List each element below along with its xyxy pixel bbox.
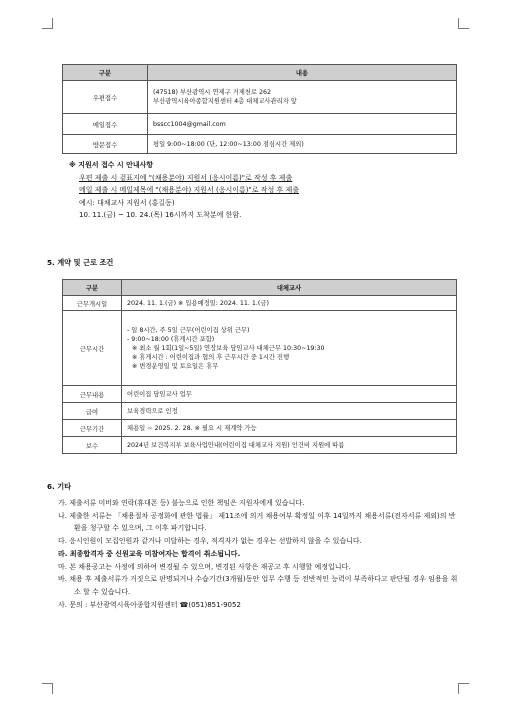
row-label: 우편접수 — [63, 81, 148, 114]
table-row — [63, 114, 457, 135]
list-item: 라. 최종합격자 중 신원교육 미참여자는 합격이 취소됩니다. — [58, 549, 241, 558]
row-value: 2024년 보건복지부 보육사업안내(어린이집 대체교사 지원) 인건비 지원에 따름 — [122, 437, 457, 454]
row-value: 채용일 ~ 2025. 2. 28. ※ 필요 시 재계약 가능 — [122, 420, 457, 437]
list-item: 바. 채용 후 제출서류가 거짓으로 판명되거나 수습기간(3개월)동안 업무 수행 등 전반적인 능력이 부족하다고 판단될 경우 임용을 취소 할 수 있습니다. — [58, 575, 458, 596]
table-row — [63, 135, 457, 154]
crop-mark-top-left — [42, 18, 53, 29]
table-header: 대체교사 — [122, 280, 457, 296]
table-header: 구분 — [63, 65, 148, 81]
table-row — [63, 296, 457, 311]
working-hours-line: ※ 변경운영일 및 토요일은 휴무 — [132, 362, 219, 370]
submission-table — [62, 64, 457, 154]
section-title: 6. 기타 — [47, 482, 72, 491]
row-label: 근무시간 — [63, 311, 122, 386]
row-label: 근무기간 — [63, 420, 122, 437]
row-value — [148, 81, 457, 114]
notice-line: 예시: 대체교사 지원서 (홍길동) — [79, 198, 175, 207]
misc-notes — [58, 497, 458, 611]
working-hours-line: ※ 최소 월 1회(1일~5일) 연장보육 담임교사 대체근무 10:30~19:30 — [132, 344, 325, 352]
row-label: 급여 — [63, 403, 122, 420]
crop-mark-bottom-left — [42, 683, 53, 694]
row-label: 근무내용 — [63, 386, 122, 403]
row-label: 보수 — [63, 437, 122, 454]
table-row — [63, 81, 457, 114]
row-label: 근무개시일 — [63, 296, 122, 311]
section-title: 5. 계약 및 근로 조건 — [47, 258, 114, 267]
address-line: (47518) 부산광역시 연제구 거제천로 262 — [153, 89, 271, 96]
address-line: 부산광역시육아종합지원센터 4층 대체교사관리자 앞 — [153, 98, 297, 105]
table-row — [63, 420, 457, 437]
email-address: bsscc1004@gmail.com — [148, 114, 457, 135]
crop-mark-bottom-right — [458, 683, 469, 694]
contract-conditions-table — [62, 279, 457, 454]
contact-info: 사. 문의 : 부산광역시육아종합지원센터 ☎(051)851-9052 — [58, 600, 241, 609]
list-item: 가. 제출서류 미비와 연락(휴대폰 등) 불능으로 인한 책임은 지원자에게 있습니다. — [58, 499, 305, 507]
working-hours-line: - 9:00~18:00 (휴게시간 포함) — [127, 335, 215, 343]
list-item: 마. 본 채용공고는 사정에 의하여 변경될 수 있으며, 변경된 사항은 재공고 후 시행할 예정입니다. — [58, 562, 351, 571]
row-value: 어린이집 담임교사 업무 — [122, 386, 457, 403]
table-header: 구분 — [63, 280, 122, 296]
row-label: 메일접수 — [63, 114, 148, 135]
notice-line: 우편 제출 시 겉표지에 "(채용분야) 지원서 (응시이름)"로 작성 후 제출 — [79, 173, 293, 182]
table-header: 내용 — [148, 65, 457, 81]
working-hours-line: ※ 휴게시간 : 어린이집과 협의 후 근무시간 중 1시간 진행 — [132, 353, 290, 361]
row-value — [122, 311, 457, 386]
row-value: 보육경력으로 인정 — [122, 403, 457, 420]
crop-mark-top-right — [458, 18, 469, 29]
notice-line: 메일 제출 시 메일제목에 "(채용분야) 지원서 (응시이름)"로 작성 후 제출 — [79, 186, 299, 195]
table-row — [63, 386, 457, 403]
row-value: 평일 9:00~18:00 (단, 12:00~13:00 점심시간 제외) — [148, 135, 457, 154]
table-row — [63, 437, 457, 454]
row-value: 2024. 11. 1.(금) ※ 입용예정일: 2024. 11. 1.(금) — [122, 296, 457, 311]
table-header-row — [63, 65, 457, 81]
notice-heading: ※ 지원서 접수 시 안내사항 — [69, 161, 154, 169]
working-hours-line: - 일 8시간, 주 5일 근무(어린이집 상위 근무) — [127, 326, 250, 334]
row-label: 방문접수 — [63, 135, 148, 154]
list-item: 나. 제출한 서류는 「채용절차 공정화에 관한 법률」 제11조에 의거 채용여부 확정일 이후 14일까지 채용서류(전자서류 제외)의 반환을 청구할 수 있으며, 그 이후 파기합니다. — [58, 511, 456, 533]
submission-notice — [69, 159, 299, 222]
table-row — [63, 311, 457, 386]
table-header-row — [63, 280, 457, 296]
list-item: 다. 응시인원이 모집인원과 같거나 미달하는 경우, 적격자가 없는 경우는 선발하지 않을 수 있습니다. — [58, 537, 362, 546]
table-row — [63, 403, 457, 420]
notice-line: 10. 11.(금) ~ 10. 24.(목) 16시까지 도착분에 한함. — [79, 211, 242, 220]
